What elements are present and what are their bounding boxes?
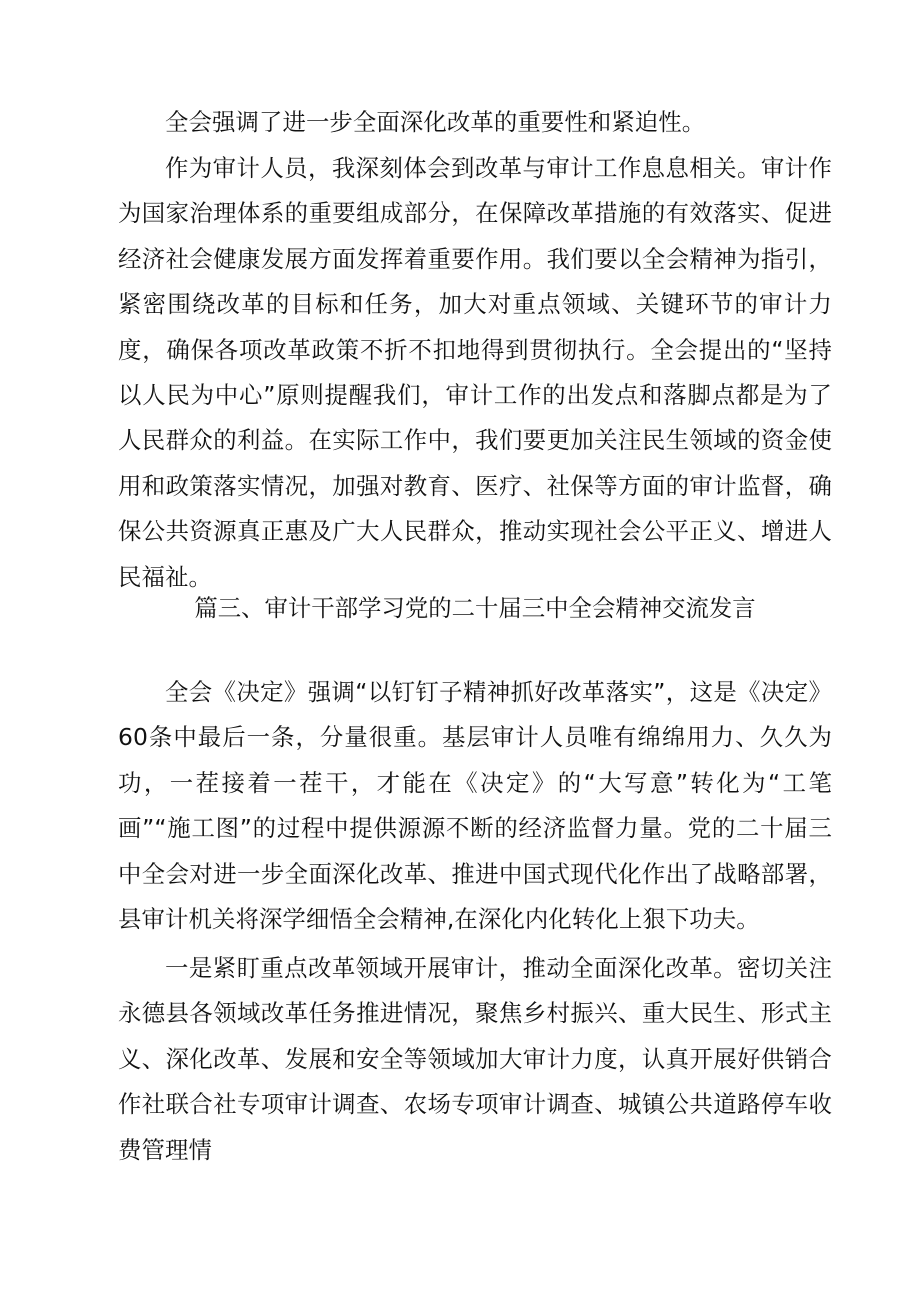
paragraph-auditor-reflection: 作为审计人员，我深刻体会到改革与审计工作息息相关。审计作为国家治理体系的重要组成部分，在保障改革措施的有效落实、促进经济社会健康发展方面发挥着重要作用。我们要以全会精神为指引，紧密围绕改革的目标和任务，加大对重点领域、关键环节的审计力度，确保各项改革政策不折不扣地得到贯彻执行。全会提出的“坚持以人民为中心”原则提醒我们，审计工作的出发点和落脚点都是为了人民群众的利益。在实际工作中，我们要更加关注民生领域的资金使用和政策落实情况，加强对教育、医疗、社保等方面的审计监督，确保公共资源真正惠及广大人民群众，推动实现社会公平正义、增进人民福祉。 [118, 154, 832, 591]
paragraph-decision-emphasis: 全会《决定》强调“以钉钉子精神抓好改革落实”，这是《决定》60条中最后一条，分量很重。基层审计人员唯有绵绵用力、久久为功，一茬接着一茬干，才能在《决定》的“大写意”转化为“工笔画”“施工图”的过程中提供源源不断的经济监督力量。党的二十届三中全会对进一步全面深化改革、推进中国式现代化作出了战略部署，县审计机关将深学细悟全会精神,在深化内化转化上狠下功夫。 [118, 678, 832, 934]
paragraph-intro: 全会强调了进一步全面深化改革的重要性和紧迫性。 [165, 108, 706, 136]
paragraph-point-one: 一是紧盯重点改革领域开展审计，推动全面深化改革。密切关注永德县各领域改革任务推进情况，聚焦乡村振兴、重大民生、形式主义、深化改革、发展和安全等领域加大审计力度，认真开展好供销合作社联合社专项审计调查、农场专项审计调查、城镇公共道路停车收费管理情 [118, 954, 832, 1164]
section-heading: 篇三、审计干部学习党的二十届三中全会精神交流发言 [194, 594, 756, 622]
